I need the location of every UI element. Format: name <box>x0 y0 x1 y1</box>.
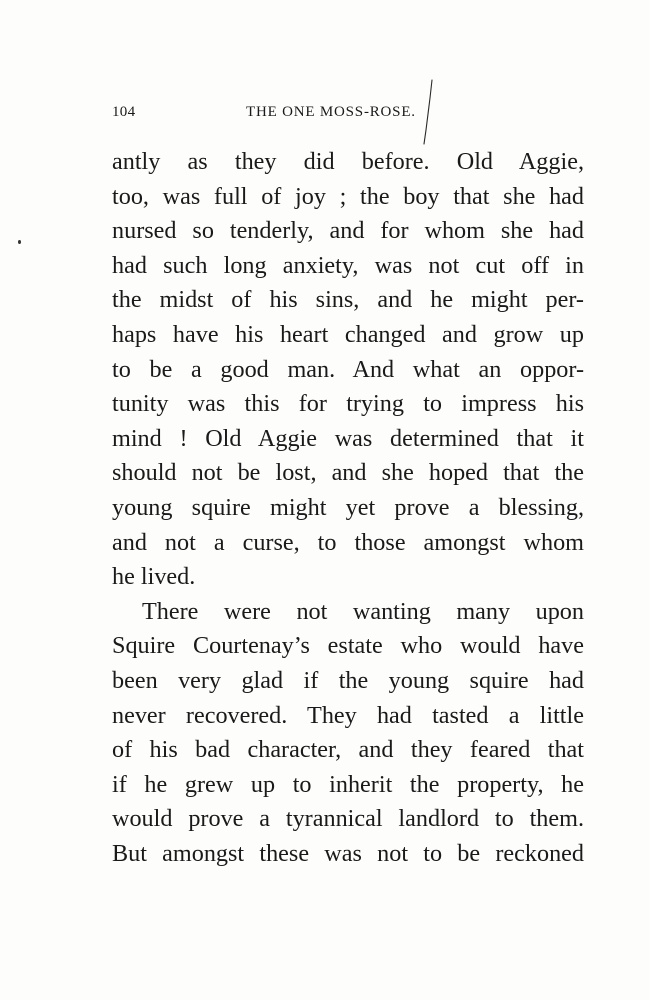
text-line: too, was full of joy ; the boy that she had <box>112 182 584 210</box>
text-line: tunity was this for trying to impress his <box>112 390 584 418</box>
text-line: Squire Courtenay’s estate who would have <box>112 632 584 660</box>
text-line: should not be lost, and she hoped that the <box>112 459 584 487</box>
text-line: But amongst these was not to be reckoned <box>112 839 584 867</box>
text-line: been very glad if the young squire had <box>112 666 584 694</box>
body-text <box>112 145 584 871</box>
stray-mark <box>18 240 21 244</box>
text-line: haps have his heart changed and grow up <box>112 320 584 348</box>
paragraph-1 <box>112 145 584 595</box>
book-title: THE ONE MOSS-ROSE. <box>246 104 416 120</box>
text-line: to be a good man. And what an oppor- <box>112 355 584 383</box>
text-line: never recovered. They had tasted a little <box>112 701 584 729</box>
text-line: he lived. <box>112 563 196 591</box>
text-line: and not a curse, to those amongst whom <box>112 528 584 556</box>
text-line: if he grew up to inherit the property, he <box>112 770 584 798</box>
running-head <box>112 104 584 126</box>
text-line: young squire might yet prove a blessing, <box>112 493 584 521</box>
text-line: the midst of his sins, and he might per- <box>112 286 584 314</box>
text-line: would prove a tyrannical landlord to them. <box>112 805 584 833</box>
text-line: had such long anxiety, was not cut off in <box>112 251 584 279</box>
text-line: There were not wanting many upon <box>142 597 584 625</box>
text-line: antly as they did before. Old Aggie, <box>112 148 584 175</box>
text-line: of his bad character, and they feared that <box>112 736 584 764</box>
text-line: mind ! Old Aggie was determined that it <box>112 424 584 452</box>
page-number: 104 <box>112 104 136 120</box>
text-line: nursed so tenderly, and for whom she had <box>112 217 584 245</box>
paragraph-2 <box>112 595 584 872</box>
pencil-mark-icon <box>418 78 438 148</box>
